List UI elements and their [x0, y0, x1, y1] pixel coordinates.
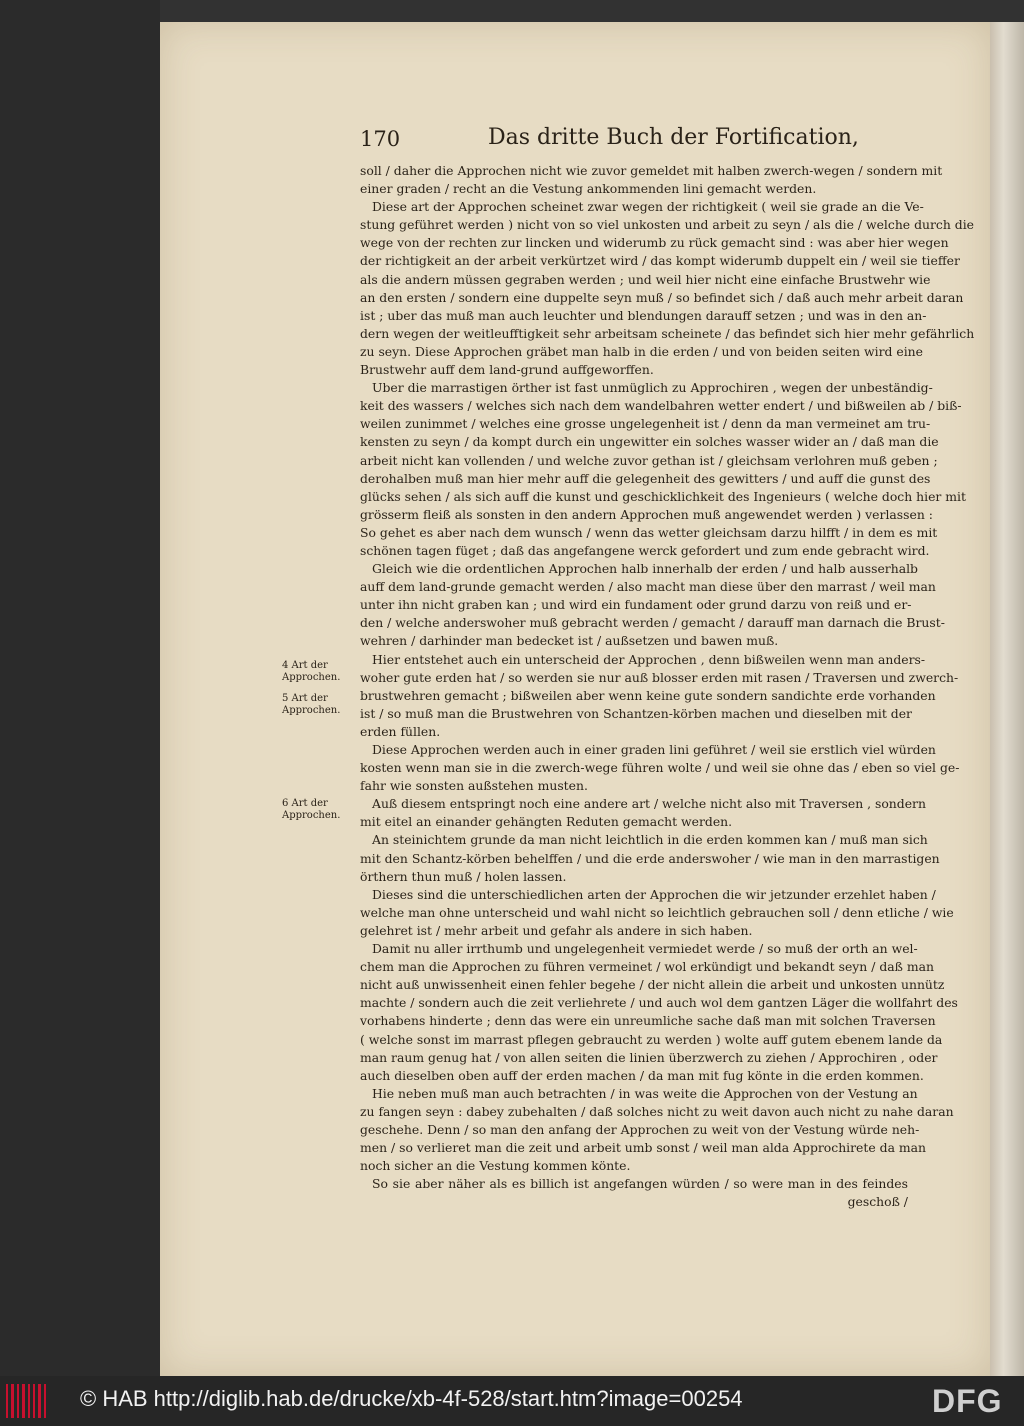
- text-line: soll / daher die Approchen nicht wie zuvor gemeldet mit halben zwerch-wegen / sondern mit: [360, 163, 943, 178]
- margin-note: 4 Art der Approchen.: [282, 660, 341, 683]
- text-line: men / so verlieret man die zeit und arbeit umb sonst / weil man alda Approchirete da man: [360, 1140, 927, 1156]
- body-text: [360, 162, 975, 1211]
- text-line: chem man die Approchen zu führen vermeinet / wol erkündigt und bekandt seyn / daß man: [360, 959, 934, 975]
- text-line: keit des wassers / welches sich nach dem wandelbahren wetter endert / und bißweilen ab / biß-: [360, 398, 962, 414]
- margin-note: 6 Art der Approchen.: [282, 798, 341, 821]
- book-edge: [990, 22, 1024, 1376]
- text-line: An steinichtem grunde da man nicht leichtlich in die erden kommen kan / muß man sich: [372, 832, 928, 848]
- text-line: grösserm fleiß als sonsten in den andern Approchen muß angewendet werden ) verlassen :: [360, 506, 933, 522]
- text-line: auch dieselben oben auff der erden machen / da man mit fug könte in die erden kommen.: [360, 1067, 924, 1083]
- text-line: noch sicher an die Vestung kommen könte.: [360, 1158, 631, 1174]
- text-line: ( welche sonst im marrast pflegen gebraucht zu werden ) wolte auff gutem ebenem lande da: [360, 1031, 943, 1047]
- text-line: Uber die marrastigen örther ist fast unmüglich zu Approchiren , wegen der unbeständig-: [372, 380, 933, 396]
- margin-note: 5 Art der Approchen.: [282, 693, 341, 716]
- text-line: einer graden / recht an die Vestung ankommenden lini gemacht werden.: [360, 181, 817, 197]
- text-line: örthern thun muß / holen lassen.: [360, 868, 567, 884]
- dfg-logo: DFG: [932, 1383, 1003, 1419]
- text-line: Diese art der Approchen scheinet zwar wegen der richtigkeit ( weil sie grade an die Ve-: [372, 199, 924, 215]
- hab-logo-icon: [6, 1384, 46, 1418]
- text-line: woher gute erden hat / so werden sie nur auß blosser erden mit rasen / Traversen und zwerch-: [360, 669, 959, 685]
- text-line: So gehet es aber nach dem wunsch / wenn das wetter gleichsam darzu hilfft / in dem es mit: [360, 524, 938, 540]
- text-line: ist / so muß man die Brustwehren von Schantzen-körben machen und dieselben mit der: [360, 705, 912, 721]
- text-line: Damit nu aller irrthumb und ungelegenheit vermiedet werde / so muß der orth an wel-: [372, 941, 918, 957]
- text-line: kensten zu seyn / da kompt durch ein ungewitter ein solches wasser wider an / daß man die: [360, 434, 939, 450]
- text-line: machte / sondern auch die zeit verliehrete / und auch wol dem gantzen Läger die wollfahrt des: [360, 995, 958, 1011]
- text-line: geschoß /: [847, 1194, 908, 1210]
- text-line: schönen tagen füget ; daß das angefangene werck gefordert und zum ende gebracht wird.: [360, 542, 930, 558]
- text-line: zu seyn. Diese Approchen gräbet man halb in die erden / und von beiden seiten wird eine: [360, 343, 923, 359]
- page-number: 170: [360, 127, 401, 151]
- text-line: Brustwehr auff dem land-grund auffgeworffen.: [360, 362, 654, 378]
- text-line: wehren / darhinder man bedecket ist / außsetzen und bawen muß.: [360, 633, 779, 649]
- text-line: vorhabens hinderte ; denn das were ein unreumliche sache daß man mit solchen Traversen: [360, 1013, 936, 1029]
- text-line: der richtigkeit an der arbeit verkürtzet wird / das kompt widerumb duppelt ein / weil sie tieffer: [360, 253, 960, 269]
- footer-bar: [0, 1376, 1024, 1426]
- text-line: nicht auß unwissenheit einen fehler begehe / der nicht allein die arbeit und unkosten unnütz: [360, 977, 945, 993]
- text-line: So sie aber näher als es billich ist angefangen würden / so were man in des feindes: [372, 1176, 908, 1192]
- text-line: dern wegen der weitleufftigkeit sehr arbeitsam scheinete / das befindet sich hier mehr gefährlich: [360, 325, 975, 341]
- text-line: den / welche anderswoher muß gebracht werden / gemacht / darauff man darnach die Brust-: [360, 615, 945, 631]
- text-line: ist ; uber das muß man auch leuchter und blendungen darauff setzen ; und was in den an-: [360, 307, 927, 323]
- text-line: fahr wie sonsten außstehen musten.: [360, 778, 588, 794]
- text-line: zu fangen seyn : dabey zubehalten / daß solches nicht zu weit davon auch nicht zu nahe daran: [360, 1103, 954, 1119]
- text-line: Auß diesem entspringt noch eine andere art / welche nicht also mit Traversen , sondern: [372, 796, 926, 812]
- text-line: stung geführet werden ) nicht von so viel unkosten und arbeit zu seyn / als die / welche durch die: [360, 217, 974, 233]
- page-header: [360, 125, 920, 157]
- scan-top-border: [160, 0, 1024, 22]
- text-line: welche man ohne unterscheid und wahl nicht so leichtlich gebrauchen soll / denn etliche / wie: [360, 904, 954, 920]
- text-line: mit den Schantz-körben behelffen / und die erde anderswoher / wie man in den marrastigen: [360, 850, 940, 866]
- running-title: Das dritte Buch der Fortification,: [488, 125, 859, 150]
- text-line: als die andern müssen gegraben werden ; und weil hier nicht eine einfache Brustwehr wie: [360, 271, 931, 287]
- text-line: Hier entstehet auch ein unterscheid der Approchen , denn bißweilen wenn man anders-: [372, 651, 926, 667]
- text-line: glücks sehen / als sich auff die kunst und geschicklichkeit des Ingenieurs ( welche doch hier mit: [360, 488, 966, 504]
- text-line: Diese Approchen werden auch in einer graden lini geführet / weil sie erstlich viel würden: [372, 742, 936, 757]
- text-line: Dieses sind die unterschiedlichen arten der Approchen die wir jetzunder erzehlet haben /: [372, 886, 936, 902]
- text-line: unter ihn nicht graben kan ; und wird ein fundament oder grund darzu von reiß und er-: [360, 597, 912, 613]
- citation-text: © HAB http://diglib.hab.de/drucke/xb-4f-528/start.htm?image=00254: [80, 1386, 743, 1411]
- text-line: man raum genug hat / von allen seiten die linien überzwerch zu ziehen / Approchiren , oder: [360, 1049, 938, 1065]
- text-line: Gleich wie die ordentlichen Approchen halb innerhalb der erden / und halb ausserhalb: [372, 561, 918, 577]
- text-line: kosten wenn man sie in die zwerch-wege führen wolte / und weil sie ohne das / eben so viel ge-: [360, 760, 960, 776]
- text-line: weilen zunimmet / welches eine grosse ungelegenheit ist / denn da man vermeinet am tru-: [360, 416, 931, 432]
- text-line: arbeit nicht kan vollenden / und welche zuvor gethan ist / gleichsam verlohren muß geben ;: [360, 452, 938, 468]
- text-line: mit eitel an einander gehängten Reduten gemacht werden.: [360, 814, 733, 830]
- text-line: erden füllen.: [360, 723, 441, 739]
- text-line: derohalben muß man hier mehr auff die gelegenheit des gewitters / und auff die gunst des: [360, 470, 931, 486]
- text-line: wege von der rechten zur lincken und widerumb zu rück gemacht sind : was aber hier wegen: [360, 235, 949, 251]
- text-line: auff dem land-grunde gemacht werden / also macht man diese über den marrast / weil man: [360, 579, 936, 595]
- text-line: an den ersten / sondern eine duppelte seyn muß / so befindet sich / daß auch mehr arbeit daran: [360, 289, 964, 305]
- text-line: brustwehren gemacht ; bißweilen aber wenn keine gute sondern sandichte erde vorhanden: [360, 687, 936, 703]
- text-line: geschehe. Denn / so man den anfang der Approchen zu weit von der Vestung würde neh-: [360, 1121, 920, 1137]
- text-line: Hie neben muß man auch betrachten / in was weite die Approchen von der Vestung an: [372, 1085, 918, 1101]
- text-line: gelehret ist / mehr arbeit und gefahr als andere in sich haben.: [360, 922, 753, 938]
